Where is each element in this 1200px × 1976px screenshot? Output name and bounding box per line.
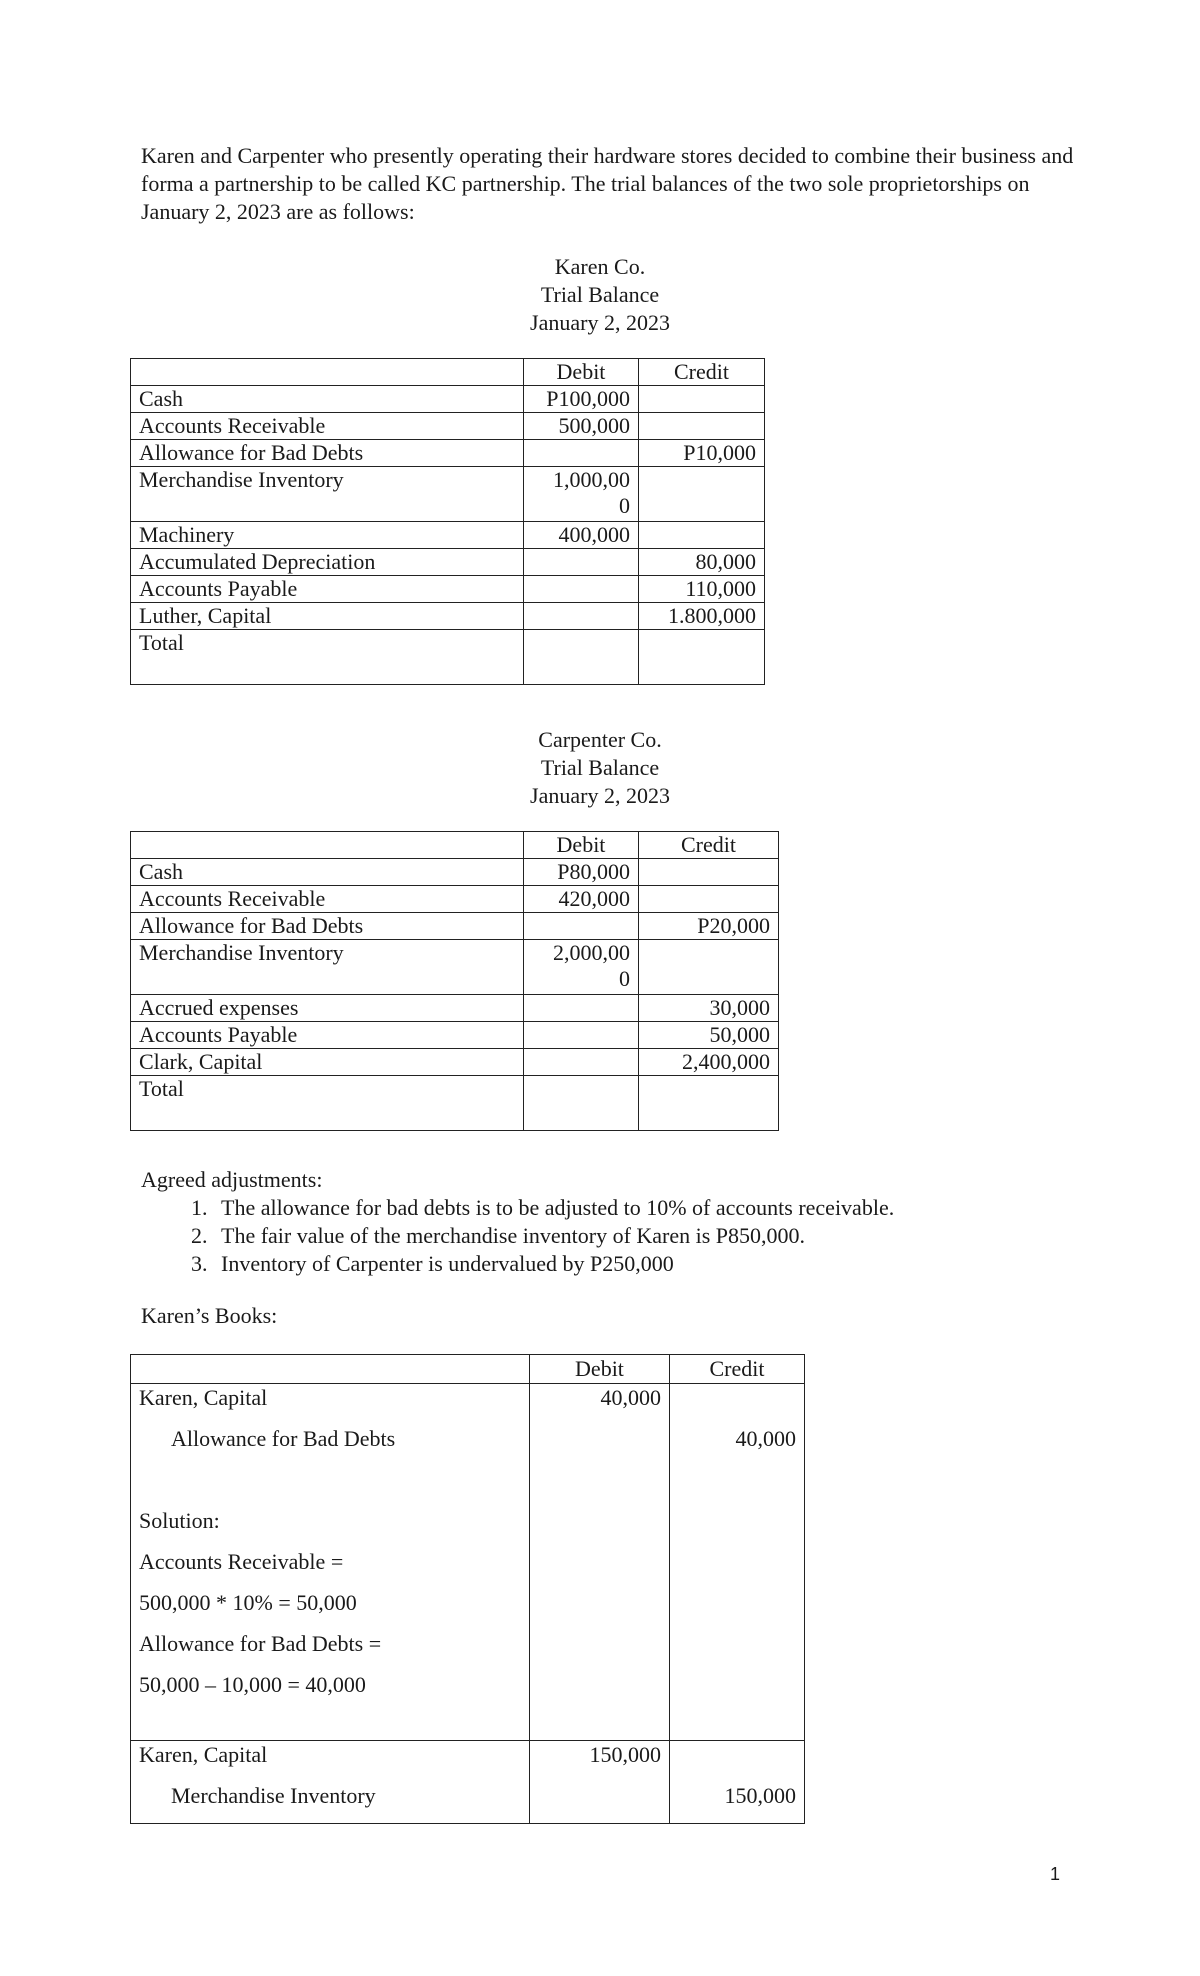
total-label-cell: Total (131, 630, 524, 685)
debit-cell (524, 940, 639, 995)
debit-account: Karen, Capital (139, 1385, 268, 1410)
karens-books-label: Karen’s Books: (141, 1303, 278, 1328)
credit-column-header: Credit (639, 832, 779, 859)
karen-tb-date: January 2, 2023 (530, 310, 670, 335)
account-cell: Allowance for Bad Debts (131, 913, 524, 940)
spacer (678, 1741, 796, 1782)
credit-cell (639, 386, 765, 413)
solution-line: 500,000 * 10% = 50,000 (139, 1590, 357, 1615)
credit-column-header: Credit (670, 1355, 805, 1384)
karen-tb-title: Trial Balance (540, 282, 660, 307)
debit-cell: P100,000 (524, 386, 639, 413)
debit-cell (524, 467, 639, 522)
karen-tb-heading (0, 253, 1200, 337)
account-cell: Clark, Capital (131, 1049, 524, 1076)
solution-line: Solution: (139, 1508, 220, 1533)
table-row (131, 1022, 779, 1049)
debit-amount: 40,000 (600, 1385, 661, 1410)
table-header-row (131, 359, 765, 386)
page-number: 1 (1050, 1864, 1061, 1884)
account-cell: Merchandise Inventory (131, 467, 524, 522)
credit-cell: P20,000 (639, 913, 779, 940)
journal-entry-row (131, 1384, 805, 1741)
debit-cell (530, 1741, 670, 1824)
solution-line: Accounts Receivable = (139, 1549, 344, 1574)
debit-cell: 420,000 (524, 886, 639, 913)
table-row (131, 549, 765, 576)
credit-cell: P10,000 (639, 440, 765, 467)
account-cell: Accounts Payable (131, 1022, 524, 1049)
credit-cell: 110,000 (639, 576, 765, 603)
credit-account: Merchandise Inventory (171, 1783, 376, 1808)
credit-cell (639, 413, 765, 440)
list-item: 2. The fair value of the merchandise inventory of Karen is P850,000. (213, 1222, 894, 1250)
debit-cell: 500,000 (524, 413, 639, 440)
agreed-adjustments (141, 1166, 894, 1278)
entry-description-cell (131, 1384, 530, 1741)
account-cell: Accounts Payable (131, 576, 524, 603)
karen-trial-balance-table (130, 358, 765, 685)
karens-books-journal-table (130, 1354, 805, 1824)
table-row (131, 886, 779, 913)
debit-value-line: 0 (619, 966, 630, 991)
table-row (131, 995, 779, 1022)
credit-account: Allowance for Bad Debts (171, 1426, 396, 1451)
debit-column-header: Debit (524, 832, 639, 859)
account-cell: Merchandise Inventory (131, 940, 524, 995)
debit-cell (524, 913, 639, 940)
total-label-cell: Total (131, 1076, 524, 1131)
intro-paragraph: Karen and Carpenter who presently operating their hardware stores decided to combine their business and forma a partnership to be called KC partnership. The trial balances of the two sole proprietorships on January 2, 2023 are as follows: (141, 143, 1074, 224)
account-cell: Luther, Capital (131, 603, 524, 630)
debit-cell (524, 576, 639, 603)
solution-line: Allowance for Bad Debts = (139, 1631, 382, 1656)
table-row (131, 940, 779, 995)
credit-cell (639, 859, 779, 886)
karen-company-name: Karen Co. (554, 254, 646, 279)
credit-column-header: Credit (639, 359, 765, 386)
debit-account: Karen, Capital (139, 1742, 268, 1767)
debit-cell (524, 1076, 639, 1131)
debit-cell (530, 1384, 670, 1741)
debit-cell (524, 549, 639, 576)
carpenter-tb-date: January 2, 2023 (530, 783, 670, 808)
credit-cell (670, 1741, 805, 1824)
table-row (131, 1049, 779, 1076)
credit-cell: 1.800,000 (639, 603, 765, 630)
account-cell: Accounts Receivable (131, 886, 524, 913)
credit-cell: 50,000 (639, 1022, 779, 1049)
table-cell (131, 832, 524, 859)
table-cell (131, 359, 524, 386)
debit-cell: 400,000 (524, 522, 639, 549)
credit-cell (639, 522, 765, 549)
table-row (131, 576, 765, 603)
solution-line: 50,000 – 10,000 = 40,000 (139, 1672, 366, 1697)
table-row (131, 386, 765, 413)
table-header-row (131, 1355, 805, 1384)
debit-cell (524, 995, 639, 1022)
credit-cell (670, 1384, 805, 1741)
debit-cell (524, 440, 639, 467)
debit-column-header: Debit (530, 1355, 670, 1384)
account-cell: Allowance for Bad Debts (131, 440, 524, 467)
credit-cell (639, 886, 779, 913)
spacer (678, 1384, 796, 1425)
table-row (131, 413, 765, 440)
credit-cell: 80,000 (639, 549, 765, 576)
list-item: 1. The allowance for bad debts is to be adjusted to 10% of accounts receivable. (213, 1194, 894, 1222)
credit-cell (639, 630, 765, 685)
debit-amount: 150,000 (589, 1742, 661, 1767)
account-cell: Cash (131, 859, 524, 886)
debit-cell (524, 1049, 639, 1076)
debit-value-line: 1,000,00 (553, 467, 630, 492)
table-row (131, 1076, 779, 1131)
journal-entry-row (131, 1741, 805, 1824)
carpenter-company-name: Carpenter Co. (538, 727, 662, 752)
table-row (131, 603, 765, 630)
carpenter-tb-title: Trial Balance (540, 755, 660, 780)
account-cell: Cash (131, 386, 524, 413)
debit-value-line: 2,000,00 (553, 940, 630, 965)
debit-cell (524, 1022, 639, 1049)
account-cell: Accrued expenses (131, 995, 524, 1022)
spacer (139, 1466, 521, 1507)
entry-description-cell (131, 1741, 530, 1824)
carpenter-tb-heading (0, 726, 1200, 810)
credit-amount: 40,000 (735, 1426, 796, 1451)
table-row (131, 630, 765, 685)
table-header-row (131, 832, 779, 859)
credit-cell: 2,400,000 (639, 1049, 779, 1076)
debit-cell: P80,000 (524, 859, 639, 886)
carpenter-trial-balance-table (130, 831, 779, 1131)
adjustments-list (141, 1194, 894, 1278)
debit-cell (524, 630, 639, 685)
debit-column-header: Debit (524, 359, 639, 386)
table-row (131, 522, 765, 549)
adjustments-heading: Agreed adjustments: (141, 1167, 323, 1192)
debit-cell (524, 603, 639, 630)
table-row (131, 467, 765, 522)
account-cell: Accounts Receivable (131, 413, 524, 440)
table-row (131, 859, 779, 886)
table-cell (131, 1355, 530, 1384)
list-item: 3. Inventory of Carpenter is undervalued by P250,000 (213, 1250, 894, 1278)
table-row (131, 440, 765, 467)
account-cell: Accumulated Depreciation (131, 549, 524, 576)
credit-cell: 30,000 (639, 995, 779, 1022)
credit-amount: 150,000 (724, 1783, 796, 1808)
credit-cell (639, 1076, 779, 1131)
account-cell: Machinery (131, 522, 524, 549)
credit-cell (639, 467, 765, 522)
table-row (131, 913, 779, 940)
debit-value-line: 0 (619, 493, 630, 518)
credit-cell (639, 940, 779, 995)
